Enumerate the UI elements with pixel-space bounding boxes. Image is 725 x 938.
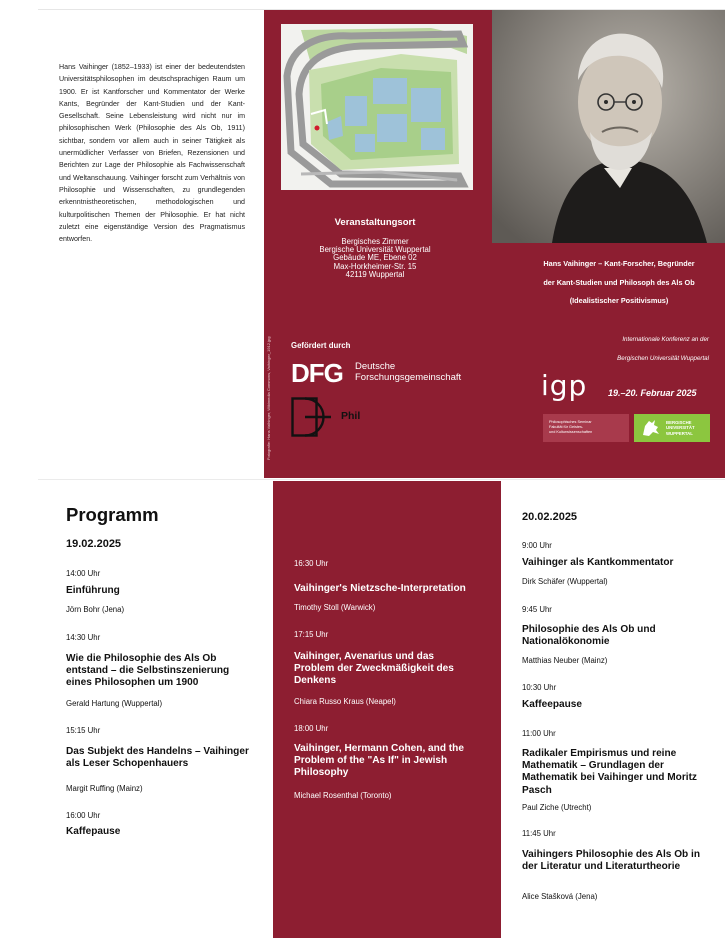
venue-title: Veranstaltungsort (334, 217, 416, 228)
dfg-text-line: Forschungsgemeinschaft (355, 371, 462, 383)
photo-credit: Fotografie: Hans Vaihinger, Wikimedia Commons, Vaihinger_1912.jpg (266, 336, 271, 460)
session-speaker: Chiara Russo Kraus (Neapel) (294, 697, 396, 706)
university-line: WUPPERTAL (666, 430, 693, 436)
conference-subtitle (585, 331, 709, 368)
dfg-logo: DFG (291, 358, 343, 388)
igp-logo: igp (541, 369, 588, 402)
session-title: Kaffeepause (522, 699, 583, 710)
dfg-wordmark (355, 362, 461, 383)
conference-subtitle-line: Bergischen Universität Wuppertal (617, 354, 709, 362)
campus-map (281, 24, 473, 190)
faculty-line: Philosophisches Seminar (549, 420, 592, 424)
campus-map-drawing (281, 24, 473, 190)
conference-title-line: (Idealistischer Positivismus) (569, 296, 669, 305)
session-time: 16:30 Uhr (294, 559, 329, 568)
conference-title (527, 255, 711, 311)
phil-logo-drawing (291, 397, 335, 437)
session-title: Radikaler Empirismus und reine Mathematik – Grundlagen der Mathematik bei Vaihinger und Moritz Pasch (522, 748, 697, 796)
lion-icon (640, 418, 662, 438)
lion-drawing (640, 418, 662, 438)
session-time: 11:00 Uhr (522, 729, 556, 738)
session-title: Das Subjekt des Handelns – Vaihinger als Leser Schopenhauers (66, 746, 249, 770)
session-speaker: Margit Ruffing (Mainz) (66, 784, 143, 793)
session-time: 9:00 Uhr (522, 541, 552, 550)
program-heading: Programm (66, 504, 159, 525)
venue-line: Bergische Universität Wuppertal (319, 245, 431, 255)
vaihinger-portrait (492, 10, 725, 243)
university-line: BERGISCHE (666, 420, 692, 425)
session-speaker: Jörn Bohr (Jena) (66, 605, 125, 614)
faculty-line: Fakultät für Geistes- (549, 425, 584, 430)
funded-by-label: Gefördert durch (291, 341, 351, 350)
conference-title-line: Hans Vaihinger – Kant-Forscher, Begründer (543, 259, 695, 268)
session-title: Wie die Philosophie des Als Ob entstand – die Selbstinszenierung eines Philosophen um 1900 (66, 653, 230, 689)
phil-logo-icon (291, 397, 335, 437)
session-title: Einführung (66, 585, 120, 596)
session-time: 15:15 Uhr (66, 726, 101, 735)
session-time: 18:00 Uhr (294, 724, 329, 733)
session-time: 9:45 Uhr (522, 605, 552, 614)
faculty-logo (543, 414, 629, 442)
session-speaker: Matthias Neuber (Mainz) (522, 656, 608, 665)
session-speaker: Timothy Stoll (Warwick) (294, 603, 376, 612)
portrait-drawing (492, 10, 725, 243)
session-time: 16:00 Uhr (66, 811, 101, 820)
venue-line: Bergisches Zimmer (341, 237, 409, 246)
conference-dates: 19.–20. Februar 2025 (608, 388, 697, 398)
venue-line: 42119 Wuppertal (345, 269, 405, 279)
fold-divider (38, 479, 725, 480)
session-title: Vaihinger, Hermann Cohen, and the Problem of the "As If" in Jewish Philosophy (294, 743, 464, 779)
session-title: Vaihinger als Kantkommentator (522, 557, 674, 568)
conference-subtitle-line: Internationale Konferenz an der (622, 336, 709, 343)
session-title: Vaihingers Philosophie des Als Ob in der Literatur und Literaturtheorie (522, 849, 700, 873)
conference-title-line: der Kant-Studien und Philosoph des Als Ob (543, 277, 695, 287)
session-speaker: Michael Rosenthal (Toronto) (294, 791, 392, 800)
session-time: 14:00 Uhr (66, 569, 101, 578)
day-date: 20.02.2025 (522, 511, 578, 523)
session-title: Philosophie des Als Ob und Nationalökonomie (522, 624, 656, 648)
biography-text: Hans Vaihinger (1852–1933) ist einer der bedeutendsten Universitätsphilosophen im deutschsprachigen Raum um 1900. Er ist Kantforscher und Kommentator der Werke Kants, Begründer der Kant-Studien und der Kant-Gesellschaft. Seine Lebensleistung wird nicht nur im philosophischen Werk (Philosophie des Als Ob, 1911) sichtbar, sondern vor allem auch in seiner Tätigkeit als unermüdlicher Verfasser von Briefen, Rezensionen und Berichten zur Lage der Philosophie als Fachwissenschaft und Weltanschauung. Vaihinger forscht zum Verhältnis von Philosophie und Wissenschaften, zu grundlegenden erkenntnistheoretischen, methodologischen und kulturpolitischen Themen der Philosophie. Er hat nicht zuletzt eine eigenständige Version des Pragmatismus entworfen. (59, 63, 245, 244)
university-line: UNIVERSITÄT (666, 425, 695, 431)
session-title: Vaihinger, Avenarius und das Problem der Zweckmäßigkeit des Denkens (294, 651, 454, 687)
session-time: 17:15 Uhr (294, 630, 329, 639)
session-speaker: Gerald Hartung (Wuppertal) (66, 699, 163, 708)
phil-logo-text: Phil (341, 410, 361, 422)
session-title: Kaffepause (66, 826, 121, 837)
venue-line: Gebäude ME, Ebene 02 (333, 253, 417, 263)
day-date: 19.02.2025 (66, 538, 122, 550)
session-speaker: Alice Stašková (Jena) (522, 892, 598, 901)
session-speaker: Paul Ziche (Utrecht) (522, 803, 592, 812)
session-time: 11:45 Uhr (522, 829, 556, 838)
session-time: 14:30 Uhr (66, 633, 101, 642)
dfg-text-line: Deutsche (355, 361, 396, 372)
session-time: 10:30 Uhr (522, 683, 557, 692)
faculty-line: und Kulturwissenschaften (549, 430, 593, 435)
venue-line: Max-Horkheimer-Str. 15 (333, 261, 417, 271)
program-middle-panel (273, 481, 501, 938)
session-speaker: Dirk Schäfer (Wuppertal) (522, 577, 608, 586)
session-title: Vaihinger's Nietzsche-Interpretation (294, 583, 466, 594)
venue-address (290, 238, 460, 279)
